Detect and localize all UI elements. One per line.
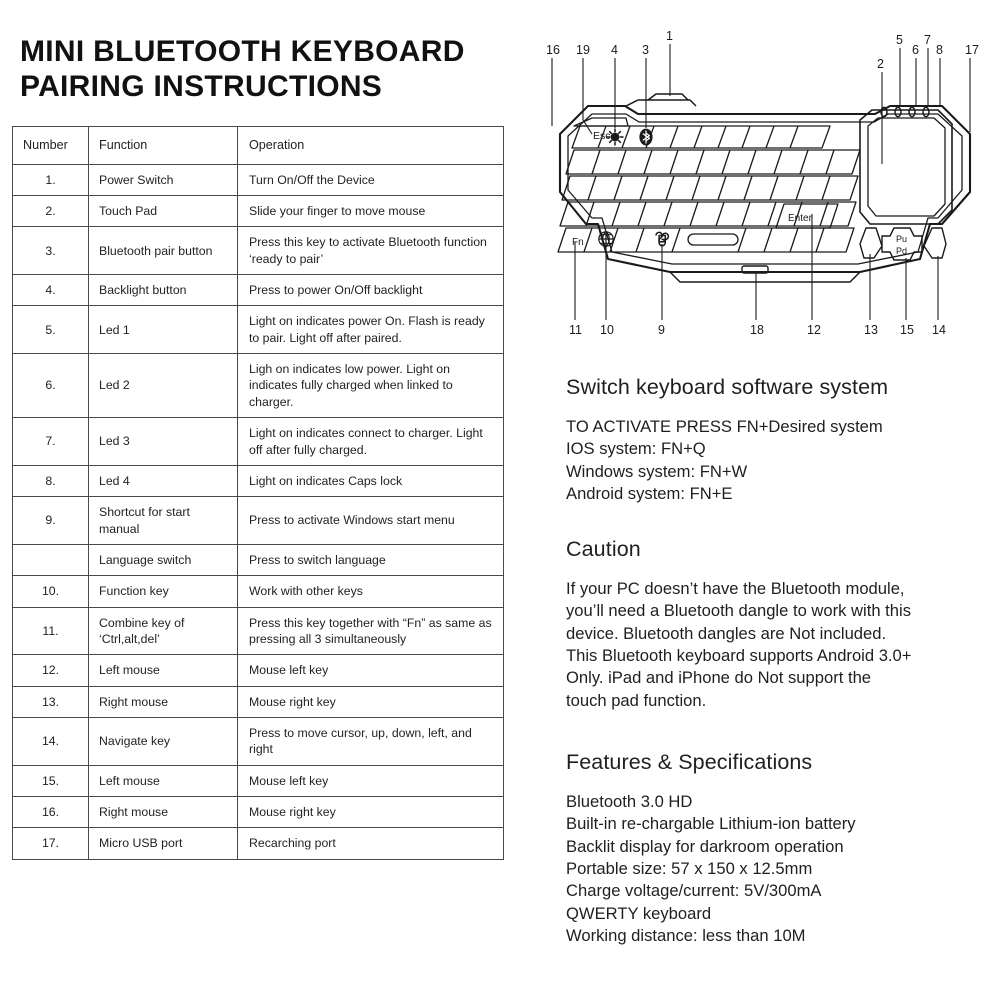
table-row	[13, 196, 504, 227]
key-row-2	[530, 128, 860, 174]
table-row	[13, 796, 504, 827]
cell-function: Led 1	[89, 306, 238, 354]
caution-line-5: Only. iPad and iPhone do Not support the	[566, 668, 872, 688]
switch-system-line-3: Windows system: FN+W	[566, 461, 748, 481]
key-row-3	[562, 176, 858, 200]
spacebar-key	[688, 234, 738, 245]
cell-operation: Mouse right key	[238, 686, 504, 717]
cell-function: Bluetooth pair button	[89, 227, 238, 275]
section-caution	[566, 537, 986, 712]
callout-18: 18	[750, 323, 764, 337]
caution-line-1: If your PC doesn’t have the Bluetooth module,	[566, 579, 905, 598]
column-header-operation: Operation	[238, 127, 504, 165]
column-header-function: Function	[89, 127, 238, 165]
caution-line-3: device. Bluetooth dangles are Not included.	[566, 623, 887, 643]
callout-1: 1	[666, 29, 673, 43]
cell-function: Right mouse	[89, 686, 238, 717]
callout-2: 2	[877, 57, 884, 71]
caution-heading: Caution	[566, 537, 641, 561]
cell-number: 10.	[13, 576, 89, 607]
callout-16: 16	[546, 43, 560, 57]
table-row	[13, 497, 504, 545]
cell-number: 15.	[13, 765, 89, 796]
callout-13: 13	[864, 323, 878, 337]
table-row	[13, 275, 504, 306]
table-row	[13, 607, 504, 655]
table-row	[13, 354, 504, 418]
key-label-esc: Esc	[593, 130, 611, 142]
features-line-5: Charge voltage/current: 5V/300mA	[566, 881, 822, 901]
cell-number: 4.	[13, 275, 89, 306]
table-row	[13, 717, 504, 765]
features-line-4: Portable size: 57 x 150 x 12.5mm	[566, 858, 813, 878]
page-title-line-2: PAIRING INSTRUCTIONS	[20, 70, 383, 104]
features-line-6: QWERTY keyboard	[566, 903, 712, 923]
command-shortcut-icon	[656, 232, 668, 245]
table-body	[13, 164, 504, 859]
cell-operation: Press this key to activate Bluetooth function ‘ready to pair’	[238, 227, 504, 275]
callout-5: 5	[896, 33, 903, 47]
cell-number: 2.	[13, 196, 89, 227]
cell-function: Left mouse	[89, 655, 238, 686]
caution-line-2: you’ll need a Bluetooth dangle to work with this	[566, 601, 911, 621]
cell-function: Right mouse	[89, 796, 238, 827]
leader-lines-top	[552, 44, 970, 164]
cell-function: Power Switch	[89, 164, 238, 195]
left-mouse-button-right-side	[860, 228, 882, 258]
callout-11: 11	[569, 323, 582, 337]
features-line-7: Working distance: less than 10M	[566, 925, 806, 945]
features-line-1: Bluetooth 3.0 HD	[566, 792, 693, 811]
cell-operation: Press to switch language	[238, 544, 504, 575]
switch-system-line-2: IOS system: FN+Q	[566, 439, 706, 459]
bluetooth-icon	[639, 129, 652, 146]
keyboard-diagram	[530, 14, 1000, 354]
cell-operation: Mouse right key	[238, 796, 504, 827]
cell-operation: Press to move cursor, up, down, left, and right	[238, 717, 504, 765]
cell-function: Function key	[89, 576, 238, 607]
cell-number: 16.	[13, 796, 89, 827]
cell-number	[13, 544, 89, 575]
cell-function: Shortcut for start manual	[89, 497, 238, 545]
cell-operation: Work with other keys	[238, 576, 504, 607]
cell-number: 1.	[13, 164, 89, 195]
callout-12: 12	[807, 323, 821, 337]
cell-operation: Light on indicates power On. Flash is ready to pair. Light off after paired.	[238, 306, 504, 354]
function-reference-table	[12, 126, 504, 860]
cell-number: 17.	[13, 828, 89, 859]
cell-function: Language switch	[89, 544, 238, 575]
table-row	[13, 828, 504, 859]
table-header-row	[13, 127, 504, 165]
section-switch-system	[566, 375, 986, 505]
cell-function: Micro USB port	[89, 828, 238, 859]
switch-system-line-4: Android system: FN+E	[566, 483, 733, 503]
cell-function: Navigate key	[89, 717, 238, 765]
switch-system-line-1: TO ACTIVATE PRESS FN+Desired system	[566, 417, 883, 436]
cell-function: Led 2	[89, 354, 238, 418]
table-row	[13, 164, 504, 195]
touchpad-bezel	[860, 110, 952, 224]
cell-operation: Turn On/Off the Device	[238, 164, 504, 195]
column-header-number: Number	[13, 127, 89, 165]
cell-function: Touch Pad	[89, 196, 238, 227]
features-line-3: Backlit display for darkroom operation	[566, 836, 844, 856]
power-switch-housing	[626, 100, 696, 106]
cell-function: Combine key of ‘Ctrl,alt,del’	[89, 607, 238, 655]
cell-operation: Light on indicates connect to charger. Light off after fully charged.	[238, 418, 504, 466]
callout-10: 10	[600, 323, 614, 337]
key-label-page-down: Pd	[896, 246, 908, 256]
caution-body	[566, 578, 986, 712]
key-label-enter: Enter	[788, 213, 812, 224]
right-column	[520, 0, 1000, 1000]
cell-number: 8.	[13, 465, 89, 496]
cell-operation: Mouse left key	[238, 765, 504, 796]
callout-8: 8	[936, 43, 943, 57]
table-row	[13, 765, 504, 796]
cell-operation: Press to activate Windows start menu	[238, 497, 504, 545]
cell-function: Led 4	[89, 465, 238, 496]
callout-3: 3	[642, 43, 649, 57]
cell-number: 11.	[13, 607, 89, 655]
callout-14: 14	[932, 323, 946, 337]
cell-number: 9.	[13, 497, 89, 545]
callout-19: 19	[576, 43, 590, 57]
power-switch-slider	[648, 94, 688, 100]
table-row	[13, 655, 504, 686]
table-row	[13, 544, 504, 575]
callout-4: 4	[611, 43, 618, 57]
callout-numbers	[546, 29, 979, 337]
table-row	[13, 306, 504, 354]
section-features	[566, 750, 986, 947]
features-line-2: Built-in re-chargable Lithium-ion battery	[566, 814, 856, 834]
table-row	[13, 686, 504, 717]
cell-number: 12.	[13, 655, 89, 686]
cell-operation: Light on indicates Caps lock	[238, 465, 504, 496]
cell-number: 3.	[13, 227, 89, 275]
table-row	[13, 465, 504, 496]
key-label-fn: Fn	[572, 237, 584, 248]
features-heading: Features & Specifications	[566, 750, 813, 774]
led-indicator-group	[881, 107, 929, 116]
callout-9: 9	[658, 323, 665, 337]
cell-function: Left mouse	[89, 765, 238, 796]
table-row	[13, 576, 504, 607]
cell-number: 14.	[13, 717, 89, 765]
cell-number: 5.	[13, 306, 89, 354]
page-title	[20, 34, 490, 105]
caution-line-4: This Bluetooth keyboard supports Android 3.0+	[566, 645, 912, 665]
key-esc-cell	[574, 118, 628, 126]
cell-operation: Press to power On/Off backlight	[238, 275, 504, 306]
cell-function: Led 3	[89, 418, 238, 466]
page-title-line-1: MINI BLUETOOTH KEYBOARD	[20, 35, 465, 68]
key-label-page-up: Pu	[896, 234, 908, 244]
callout-6: 6	[912, 43, 919, 57]
row3-outline	[562, 176, 858, 200]
callout-17: 17	[965, 43, 979, 57]
features-body	[566, 791, 986, 947]
switch-system-body	[566, 416, 986, 505]
caution-line-6: touch pad function.	[566, 690, 707, 710]
touchpad-surface	[868, 118, 945, 216]
cell-operation: Slide your finger to move mouse	[238, 196, 504, 227]
cell-operation: Ligh on indicates low power. Light on indicates fully charged when linked to charger.	[238, 354, 504, 418]
cell-number: 13.	[13, 686, 89, 717]
callout-7: 7	[924, 33, 931, 47]
switch-system-heading: Switch keyboard software system	[566, 375, 889, 399]
cell-number: 7.	[13, 418, 89, 466]
table-row	[13, 418, 504, 466]
cell-function: Backlight button	[89, 275, 238, 306]
globe-language-icon	[599, 232, 613, 246]
callout-15: 15	[900, 323, 914, 337]
cell-operation: Recarching port	[238, 828, 504, 859]
row2-outline	[566, 150, 860, 174]
cell-operation: Mouse left key	[238, 655, 504, 686]
cell-number: 6.	[13, 354, 89, 418]
cell-operation: Press this key together with “Fn” as same as pressing all 3 simultaneously	[238, 607, 504, 655]
table-row	[13, 227, 504, 275]
